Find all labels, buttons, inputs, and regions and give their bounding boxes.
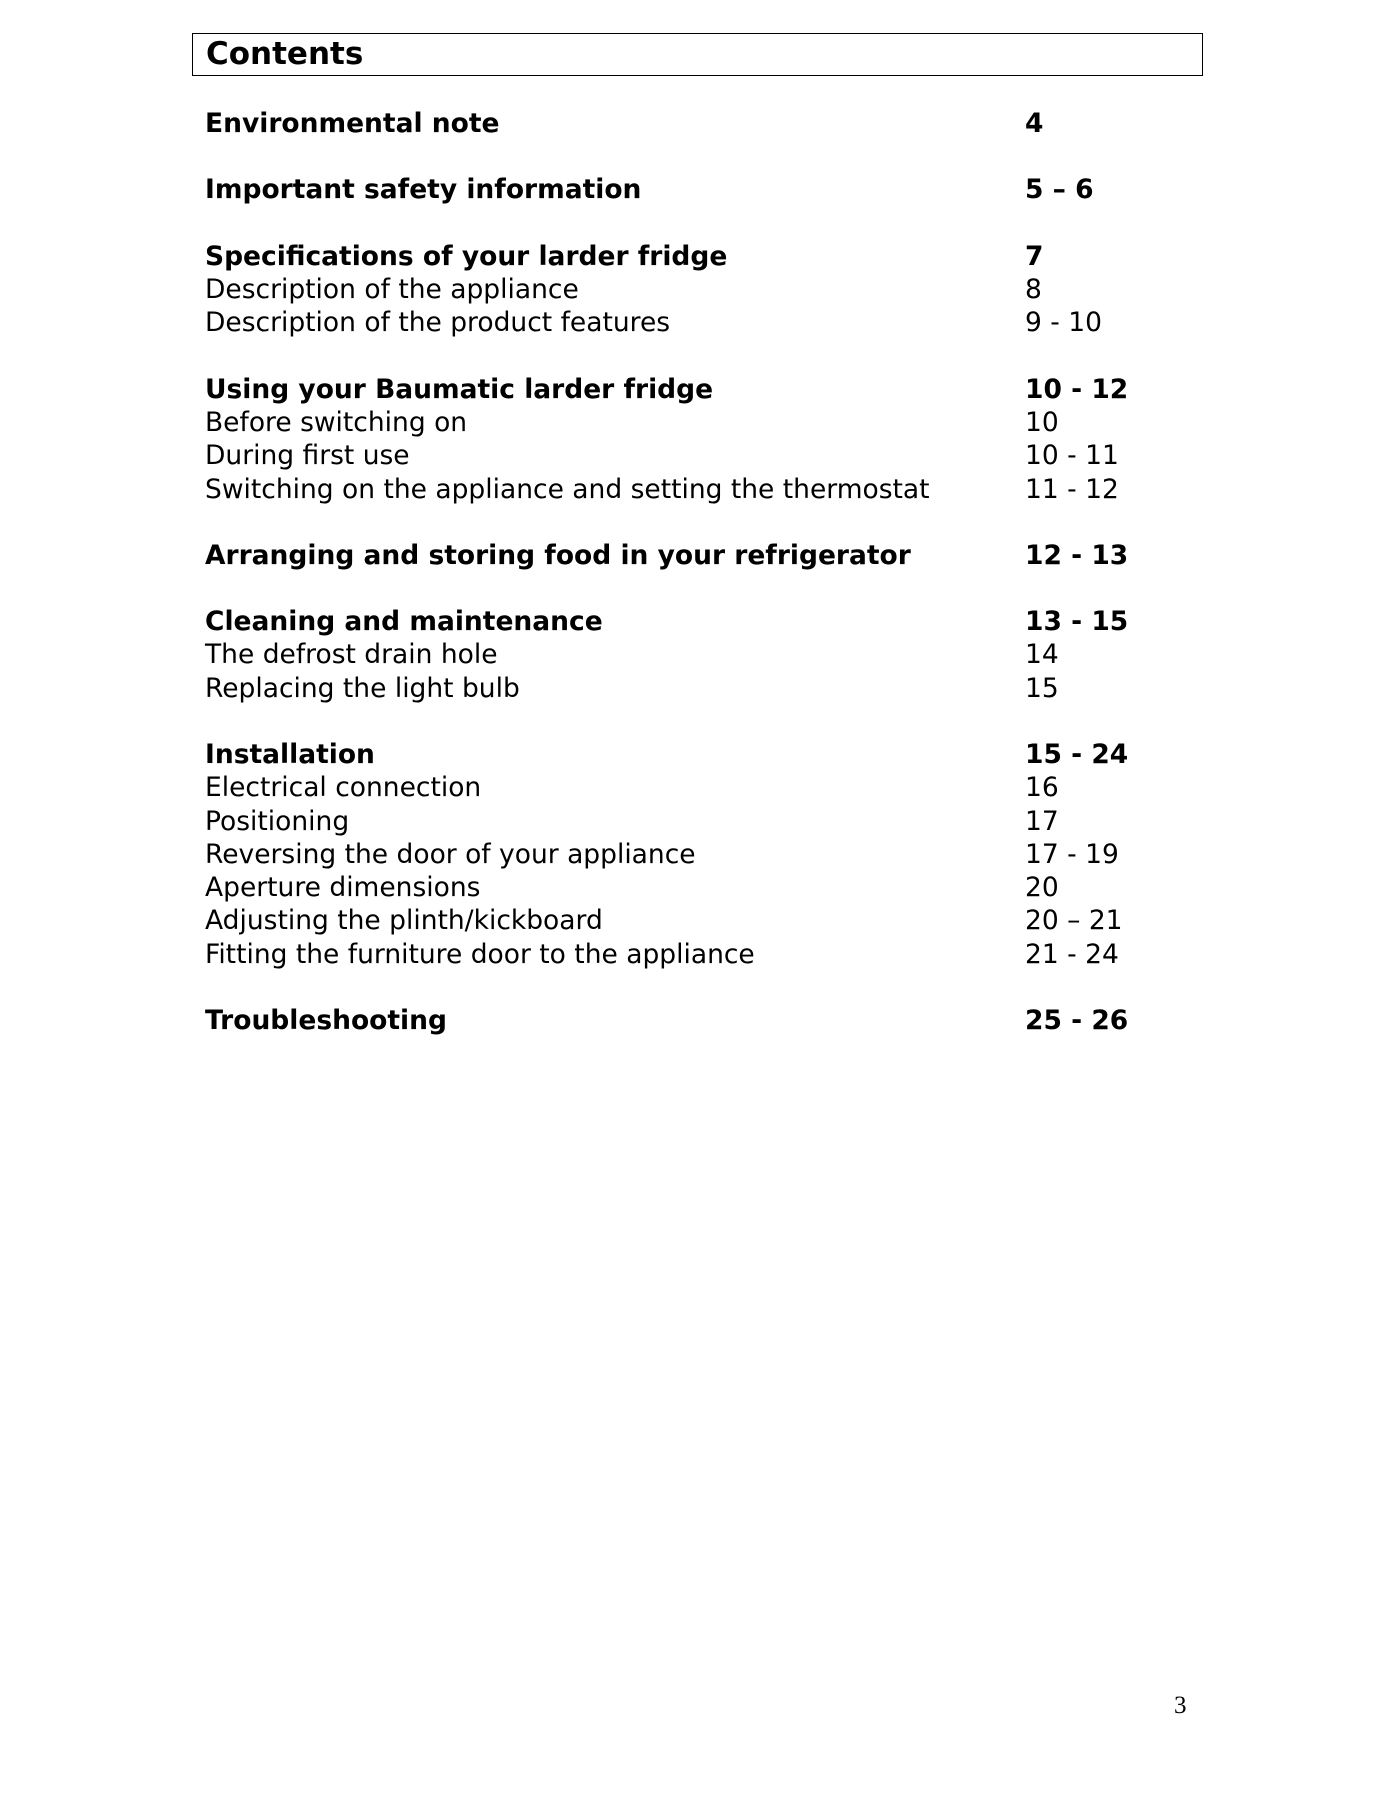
toc-item-row[interactable] [205, 804, 1205, 837]
toc-heading-label: Installation [205, 739, 375, 770]
toc-item-label: Electrical connection [205, 772, 482, 804]
toc-item-pages: 20 – 21 [1025, 905, 1123, 937]
toc-item-pages: 15 [1025, 672, 1059, 704]
toc-heading-label: Cleaning and maintenance [205, 606, 603, 638]
toc-item-label: Fitting the furniture door to the appliance [205, 938, 755, 970]
toc-heading-label: Important safety information [205, 174, 642, 206]
toc-item-row[interactable] [205, 938, 1205, 971]
toc-heading-label: Environmental note [205, 108, 500, 140]
toc-section-using-fridge [205, 372, 1205, 505]
contents-title: Contents [206, 36, 364, 72]
toc-section-safety-information [205, 173, 1205, 206]
toc-item-label: Aperture dimensions [205, 872, 481, 904]
toc-item-label: During first use [205, 440, 410, 472]
toc-heading-pages: 12 - 13 [1025, 539, 1129, 571]
toc-section-arranging-food [205, 539, 1205, 572]
table-of-contents [205, 107, 1205, 1070]
toc-heading-row[interactable] [205, 240, 1205, 273]
toc-heading-label: Troubleshooting [205, 1005, 447, 1037]
toc-heading-row[interactable] [205, 173, 1205, 206]
toc-item-pages: 8 [1025, 274, 1042, 306]
toc-heading-pages: 10 - 12 [1025, 373, 1129, 405]
toc-heading-row[interactable] [205, 738, 1205, 771]
toc-heading-row[interactable] [205, 372, 1205, 405]
toc-item-label: The defrost drain hole [205, 639, 498, 671]
toc-item-label: Replacing the light bulb [205, 672, 520, 704]
toc-item-row[interactable] [205, 406, 1205, 439]
toc-item-label: Reversing the door of your appliance [205, 838, 696, 870]
toc-heading-label: Specifications of your larder fridge [205, 240, 728, 272]
toc-heading-pages: 15 - 24 [1025, 739, 1129, 770]
toc-item-pages: 20 [1025, 872, 1059, 904]
toc-item-row[interactable] [205, 306, 1205, 339]
toc-section-cleaning [205, 605, 1205, 705]
toc-item-row[interactable] [205, 672, 1205, 705]
toc-item-row[interactable] [205, 838, 1205, 871]
toc-item-pages: 9 - 10 [1025, 307, 1102, 339]
toc-item-label: Switching on the appliance and setting the thermostat [205, 473, 930, 505]
contents-title-box [192, 33, 1203, 76]
toc-item-pages: 10 - 11 [1025, 440, 1119, 472]
toc-item-pages: 11 - 12 [1025, 473, 1119, 505]
toc-heading-row[interactable] [205, 539, 1205, 572]
toc-item-pages: 17 - 19 [1025, 838, 1119, 870]
toc-item-label: Description of the appliance [205, 274, 579, 306]
toc-item-label: Before switching on [205, 406, 468, 438]
toc-heading-label: Arranging and storing food in your refrigerator [205, 539, 911, 571]
toc-item-row[interactable] [205, 904, 1205, 937]
toc-heading-row[interactable] [205, 1004, 1205, 1037]
toc-heading-row[interactable] [205, 605, 1205, 638]
toc-heading-pages: 25 - 26 [1025, 1005, 1129, 1037]
toc-heading-pages: 4 [1025, 108, 1044, 140]
toc-section-environmental-note [205, 107, 1205, 140]
page-number: 3 [1174, 1692, 1187, 1719]
toc-item-pages: 16 [1025, 772, 1059, 804]
toc-item-label: Description of the product features [205, 307, 671, 339]
toc-section-installation [205, 738, 1205, 971]
toc-item-pages: 14 [1025, 639, 1059, 671]
toc-item-row[interactable] [205, 771, 1205, 804]
toc-item-label: Adjusting the plinth/kickboard [205, 905, 603, 937]
toc-heading-row[interactable] [205, 107, 1205, 140]
toc-heading-pages: 13 - 15 [1025, 606, 1129, 638]
toc-heading-pages: 7 [1025, 240, 1044, 272]
toc-heading-label: Using your Baumatic larder fridge [205, 373, 714, 405]
toc-item-pages: 17 [1025, 805, 1059, 837]
toc-item-row[interactable] [205, 439, 1205, 472]
toc-section-specifications [205, 240, 1205, 340]
toc-item-label: Positioning [205, 805, 350, 837]
toc-item-pages: 10 [1025, 406, 1059, 438]
toc-item-row[interactable] [205, 472, 1205, 505]
toc-item-row[interactable] [205, 273, 1205, 306]
toc-heading-pages: 5 – 6 [1025, 174, 1094, 206]
toc-section-troubleshooting [205, 1004, 1205, 1037]
toc-item-row[interactable] [205, 871, 1205, 904]
toc-item-pages: 21 - 24 [1025, 938, 1119, 970]
toc-item-row[interactable] [205, 638, 1205, 671]
